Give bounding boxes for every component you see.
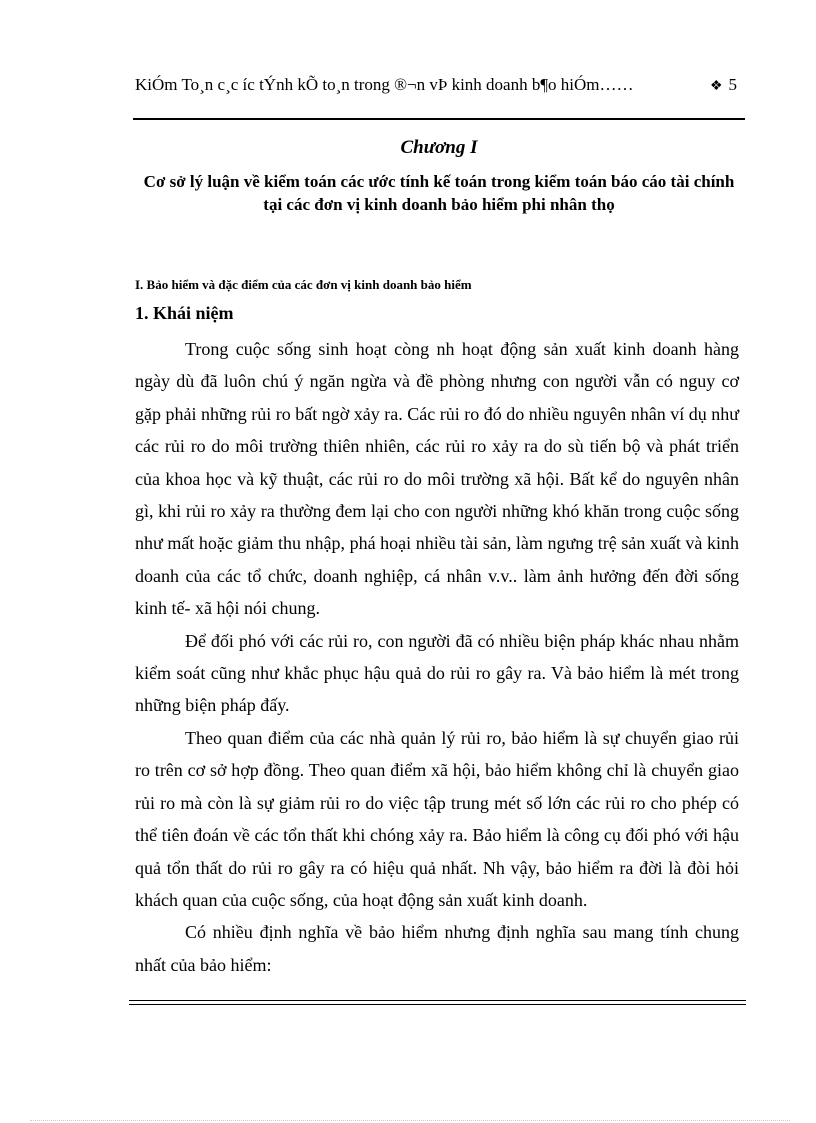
running-title: KiÓm To¸n c¸c íc tÝnh kÕ to¸n trong ®¬n vÞ kinh doanh b¶o hiÓm…… bbox=[135, 75, 634, 94]
page-edge-divider bbox=[30, 1120, 790, 1121]
subsection-heading: 1. Khái niệm bbox=[135, 303, 234, 323]
chapter-label: Chương I bbox=[400, 137, 478, 158]
paragraph: Có nhiều định nghĩa về bảo hiểm nhưng định nghĩa sau mang tính chung nhất của bảo hiểm: bbox=[135, 922, 739, 975]
paragraph: Để đối phó với các rủi ro, con người đã có nhiều biện pháp khác nhau nhằm kiểm soát cũng như khắc phục hậu quả do rủi ro gây ra. Và bảo hiểm là mét trong những biện pháp đấy. bbox=[135, 630, 739, 716]
footer-double-rule bbox=[129, 1000, 746, 1005]
page-number-block bbox=[710, 74, 737, 97]
body-text bbox=[135, 333, 739, 981]
paragraph: Theo quan điểm của các nhà quản lý rủi ro, bảo hiểm là sự chuyển giao rủi ro trên cơ sở hợp đồng. Theo quan điểm xã hội, bảo hiểm không chỉ là chuyển giao rủi ro mà còn là sự giảm rủi ro do việc tập trung mét số lớn các rủi ro cho phép có thể tiên đoán về các tổn thất khi chóng xảy ra. Bảo hiểm là công cụ đối phó với hậu quả tổn thất do rủi ro gây ra có hiệu quả nhất. Nh vậy, bảo hiểm ra đời là đòi hỏi khách quan của cuộc sống, của hoạt động sản xuất kinh doanh. bbox=[135, 727, 739, 910]
chapter-title: Cơ sở lý luận về kiểm toán các ước tính kế toán trong kiểm toán báo cáo tài chính tại các đơn vị kinh doanh bảo hiểm phi nhân thọ bbox=[143, 172, 735, 214]
page-header bbox=[133, 74, 745, 120]
paragraph: Trong cuộc sống sinh hoạt còng nh hoạt động sản xuất kinh doanh hàng ngày dù đã luôn chú ý ngăn ngừa và đề phòng nhưng con người vẫn có nguy cơ gặp phải những rủi ro bất ngờ xảy ra. Các rủi ro đó do nhiều nguyên nhân ví dụ như các rủi ro do môi trường thiên nhiên, các rủi ro xảy ra do sù tiến bộ và phát triển của khoa học và kỹ thuật, các rủi ro do môi trường xã hội. Bất kể do nguyên nhân gì, khi rủi ro xảy ra thường đem lại cho con người những khó khăn trong cuộc sống như mất hoặc giảm thu nhập, phá hoại nhiều tài sản, làm ngưng trệ sản xuất và kinh doanh của các tổ chức, doanh nghiệp, cá nhân v.v.. làm ảnh hưởng đến đời sống kinh tế- xã hội nói chung. bbox=[135, 339, 739, 619]
section-heading: I. Bảo hiểm và đặc điểm của các đơn vị kinh doanh bảo hiểm bbox=[135, 277, 472, 292]
diamond-bullet-icon: ❖ bbox=[709, 79, 723, 94]
page-number: 5 bbox=[728, 75, 737, 94]
